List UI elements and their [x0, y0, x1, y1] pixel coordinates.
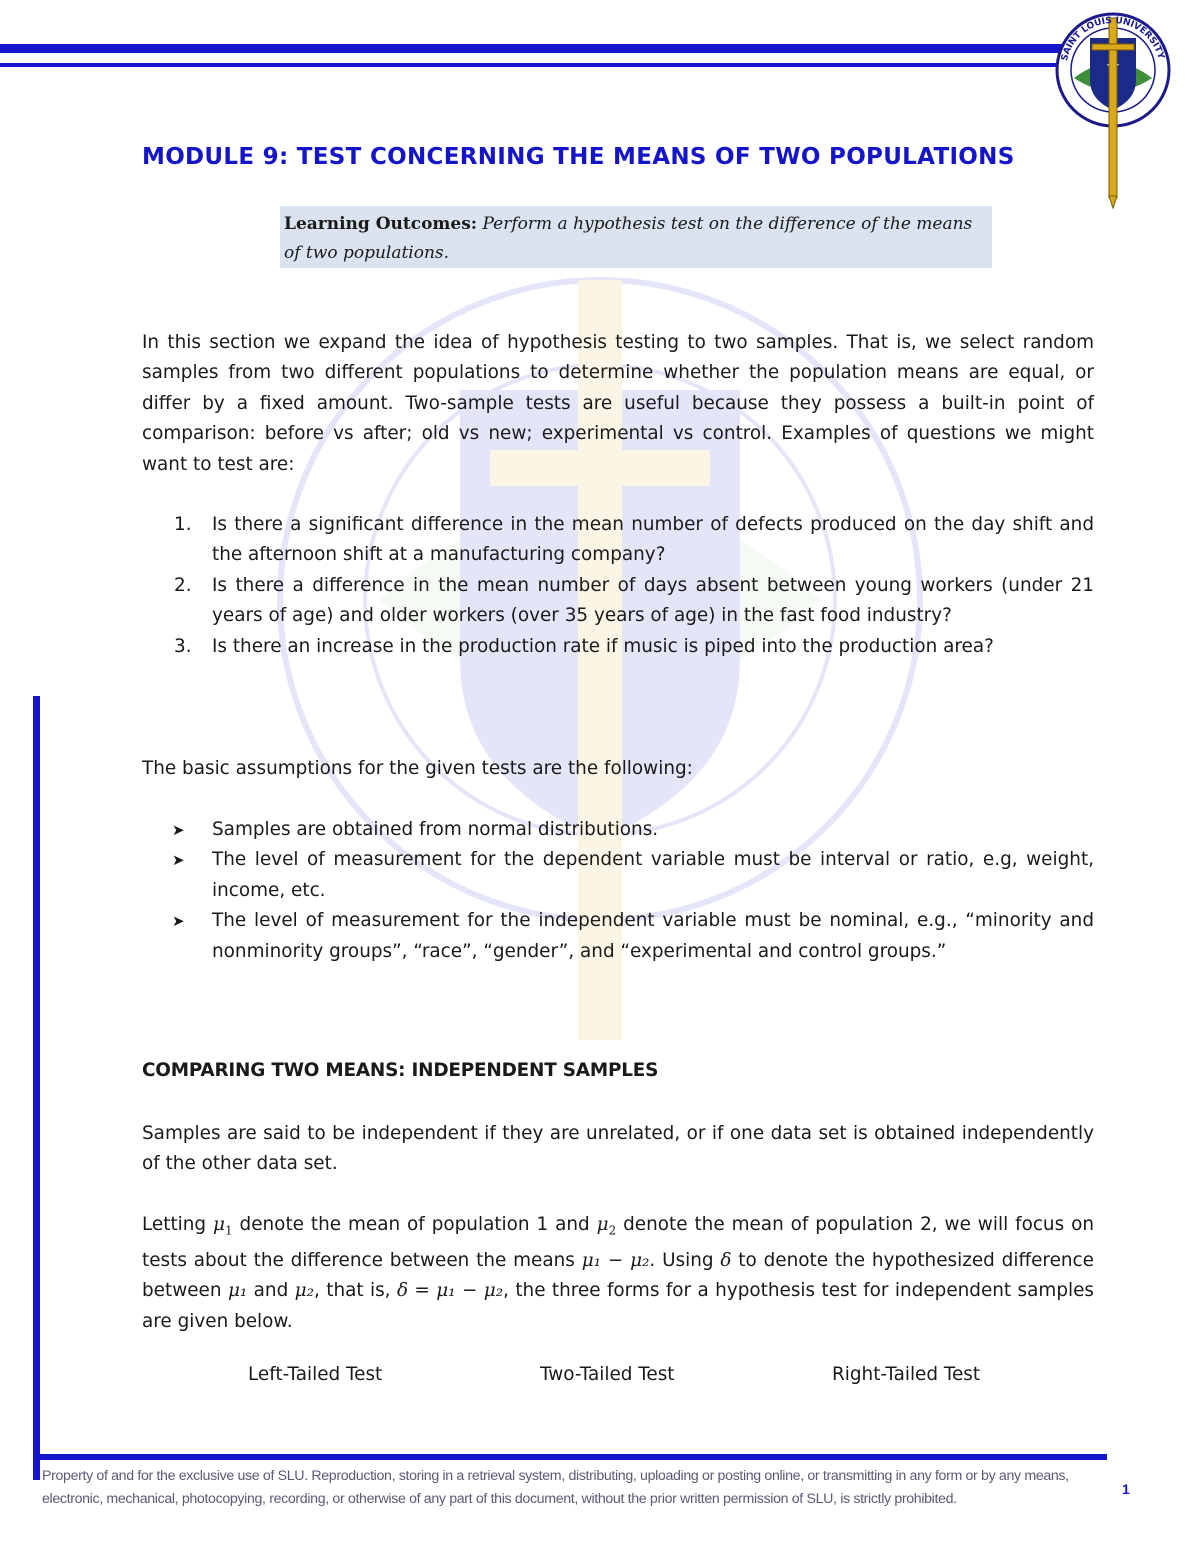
header-rule-thick	[0, 44, 1090, 53]
arrow-bullet-icon: ➤	[172, 912, 185, 931]
list-item	[142, 632, 1094, 662]
mean-difference: μ₁ − μ₂	[581, 1250, 650, 1272]
page-number: 1	[1122, 1481, 1130, 1497]
question-list	[142, 510, 1094, 662]
left-tailed-label: Left-Tailed Test	[248, 1364, 383, 1385]
list-item	[142, 906, 1094, 967]
assumption-list	[142, 815, 1094, 967]
list-item-text: Is there a significant difference in the mean number of defects produced on the day shift and the afternoon shift at a manufacturing company?	[212, 514, 1094, 566]
copyright-notice: Property of and for the exclusive use of SLU. Reproduction, storing in a retrieval system, distributing, uploading or posting online, or transmitting in any form or by any means, electronic, mechanical, photocopying, recording, or otherwise of any part of this document, without the prior written permission of SLU, is strictly prohibited.	[42, 1468, 1069, 1507]
arrow-bullet-icon: ➤	[172, 851, 185, 870]
delta-symbol: δ	[720, 1250, 732, 1272]
list-item	[142, 815, 1094, 845]
independent-definition: Samples are said to be independent if they are unrelated, or if one data set is obtained independently of the other data set.	[142, 1123, 1094, 1175]
list-item-text: Is there a difference in the mean number of days absent between young workers (under 21 years of age) and older workers (over 35 years of age) in the fast food industry?	[212, 574, 1094, 627]
mu1-symbol: $\mu_1$	[213, 1214, 233, 1238]
header-rule-thin	[0, 63, 1072, 67]
list-item-text: Samples are obtained from normal distributions.	[212, 819, 659, 840]
list-marker: 3.	[174, 635, 192, 657]
letting-paragraph: Letting $\mu_1$ denote the mean of population 1 and $\mu_2$ denote the mean of population 2, we will focus on tests about the difference between the means μ₁ − μ₂. Using δ to denote the hypothesized difference between μ₁ and μ₂, that is, δ = μ₁ − μ₂, the three forms for a hypothesis test for independent samples are given below.	[142, 1214, 1094, 1332]
list-item	[142, 510, 1094, 571]
two-tailed-label: Two-Tailed Test	[540, 1364, 675, 1385]
left-margin-rule	[33, 696, 40, 1480]
delta-equation: δ = μ₁ − μ₂	[396, 1280, 504, 1302]
list-item	[142, 571, 1094, 632]
assumptions-lead: The basic assumptions for the given tests are the following:	[142, 758, 693, 779]
list-item-text: Is there an increase in the production rate if music is piped into the production area?	[212, 635, 994, 657]
module-title: MODULE 9: TEST CONCERNING THE MEANS OF TWO POPULATIONS	[142, 144, 1015, 170]
right-tailed-label: Right-Tailed Test	[832, 1364, 981, 1385]
list-item-text: The level of measurement for the independent variable must be nominal, e.g., “minority and nonminority groups”, “race”, “gender”, and “experimental and control groups.”	[212, 910, 1094, 962]
intro-paragraph: In this section we expand the idea of hypothesis testing to two samples. That is, we select random samples from two different populations to determine whether the population means are equal, or differ by a fixed amount. Two-sample tests are useful because they possess a built-in point of comparison: before vs after; old vs new; experimental vs control. Examples of questions we might want to test are:	[142, 332, 1094, 475]
list-marker: 2.	[174, 574, 192, 596]
svg-text:SAINT LOUIS UNIVERSITY: SAINT LOUIS UNIVERSITY	[1059, 15, 1166, 62]
list-item-text: The level of measurement for the dependent variable must be interval or ratio, e.g, weight, income, etc.	[212, 849, 1094, 901]
section-heading: COMPARING TWO MEANS: INDEPENDENT SAMPLES	[142, 1060, 659, 1081]
list-marker: 1.	[174, 514, 192, 535]
learning-outcomes-text: Perform a hypothesis test on the difference of the means of two populations.	[284, 214, 973, 263]
arrow-bullet-icon: ➤	[172, 821, 185, 839]
mu2-symbol: $\mu_2$	[596, 1214, 617, 1238]
list-item	[142, 845, 1094, 906]
learning-outcomes-box	[280, 206, 992, 268]
slu-seal-logo	[1052, 8, 1174, 210]
learning-outcomes-label: Learning Outcomes:	[284, 214, 478, 234]
footer-rule	[33, 1454, 1107, 1460]
